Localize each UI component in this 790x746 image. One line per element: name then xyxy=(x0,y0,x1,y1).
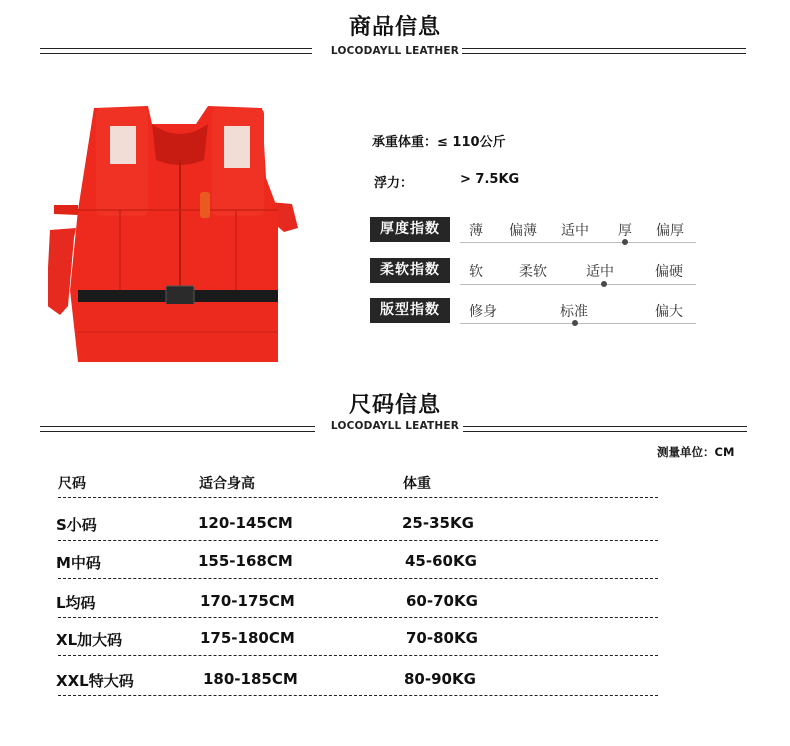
table-header-height: 适合身高 xyxy=(199,476,255,492)
thickness-index-label: 厚度指数 xyxy=(370,217,450,242)
fit-index-label: 版型指数 xyxy=(370,298,450,323)
softness-option-medium: 适中 xyxy=(586,264,614,280)
weight-cell: 80-90KG xyxy=(404,670,476,688)
fit-option-loose: 偏大 xyxy=(655,304,683,320)
table-divider xyxy=(58,540,658,541)
size-cell: XXL特大码 xyxy=(56,672,134,690)
product-info-subtitle: LOCODAYLL LEATHER xyxy=(330,45,460,57)
thickness-option-slightly-thick: 偏厚 xyxy=(656,223,684,239)
life-vest-image xyxy=(48,100,298,380)
softness-index-label: 柔软指数 xyxy=(370,258,450,283)
height-cell: 175-180CM xyxy=(200,629,295,647)
load-capacity-label: 承重体重： xyxy=(372,135,438,150)
load-capacity-value: ≤ 110公斤 xyxy=(437,135,506,150)
fit-option-standard: 标准 xyxy=(560,304,588,320)
softness-index-track xyxy=(460,284,696,285)
table-divider xyxy=(58,497,658,498)
thickness-index-marker xyxy=(622,239,628,245)
fit-index-marker xyxy=(572,320,578,326)
size-info-title: 尺码信息 xyxy=(348,393,441,418)
thickness-option-medium: 适中 xyxy=(561,223,589,239)
fit-option-slim: 修身 xyxy=(469,304,497,320)
height-cell: 120-145CM xyxy=(198,514,293,532)
buoyancy-label: 浮力： xyxy=(374,176,414,191)
height-cell: 180-185CM xyxy=(203,670,298,688)
softness-index-marker xyxy=(601,281,607,287)
weight-cell: 70-80KG xyxy=(406,629,478,647)
softness-option-slightly-hard: 偏硬 xyxy=(655,264,683,280)
measure-unit: 测量单位：CM xyxy=(657,445,735,459)
fit-index-track xyxy=(460,323,696,324)
softness-option-supple: 柔软 xyxy=(519,264,547,280)
table-divider xyxy=(58,695,658,696)
table-divider xyxy=(58,617,658,618)
thickness-index-track xyxy=(460,242,696,243)
height-cell: 155-168CM xyxy=(198,552,293,570)
height-cell: 170-175CM xyxy=(200,592,295,610)
load-capacity xyxy=(372,131,506,150)
table-divider xyxy=(58,578,658,579)
size-cell: M中码 xyxy=(56,554,101,572)
size-cell: L均码 xyxy=(56,594,96,612)
size-cell: S小码 xyxy=(56,516,97,534)
product-info-title: 商品信息 xyxy=(348,15,441,40)
weight-cell: 25-35KG xyxy=(402,514,474,532)
table-divider xyxy=(58,655,658,656)
size-info-subtitle: LOCODAYLL LEATHER xyxy=(330,420,460,432)
thickness-option-thin: 薄 xyxy=(469,223,483,239)
thickness-option-thick: 厚 xyxy=(618,223,632,239)
thickness-option-slightly-thin: 偏薄 xyxy=(509,223,537,239)
softness-option-soft: 软 xyxy=(469,264,483,280)
table-header-size: 尺码 xyxy=(58,476,86,492)
buoyancy-value: > 7.5KG xyxy=(460,172,520,187)
table-header-weight: 体重 xyxy=(403,476,431,492)
size-cell: XL加大码 xyxy=(56,631,123,649)
weight-cell: 60-70KG xyxy=(406,592,478,610)
weight-cell: 45-60KG xyxy=(405,552,477,570)
